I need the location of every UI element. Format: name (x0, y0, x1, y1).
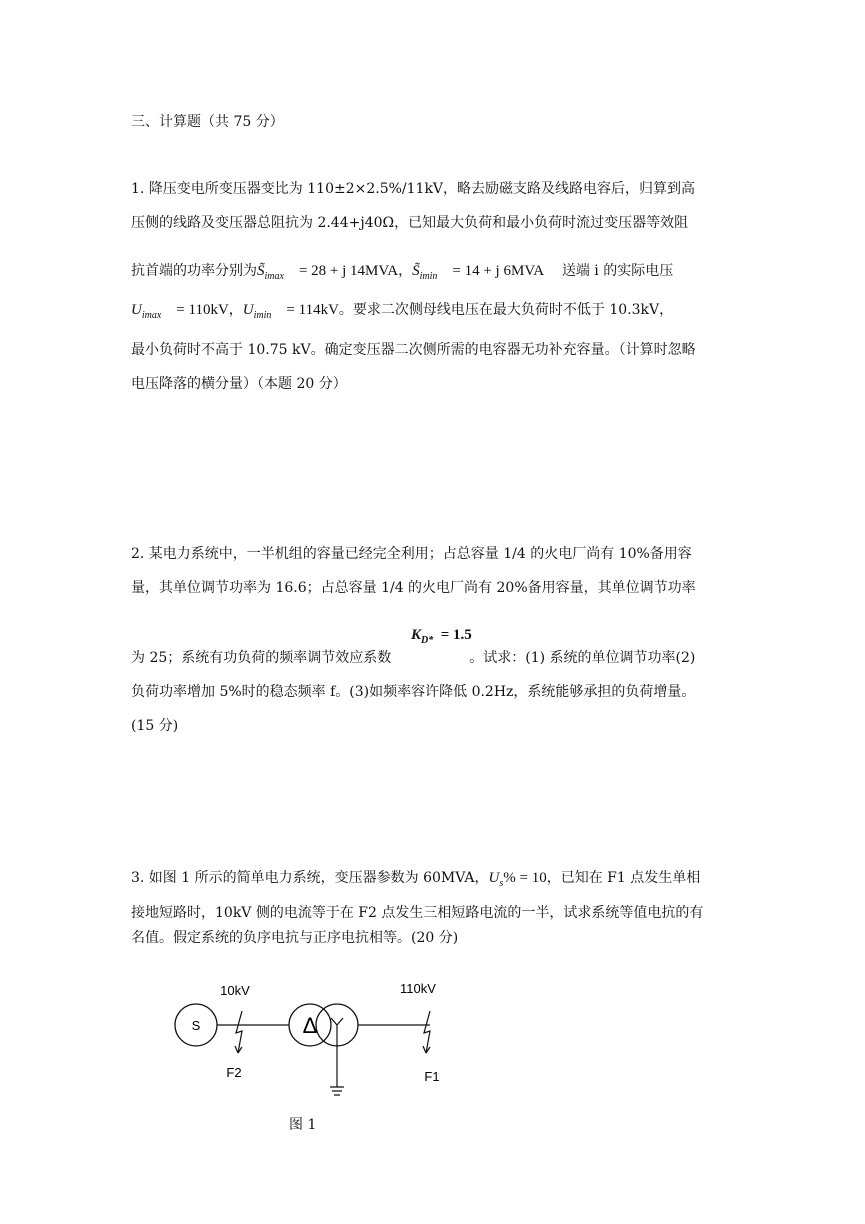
delta-winding-icon: Δ (302, 1013, 318, 1038)
kd-value: = 1.5 (440, 627, 472, 643)
fault-f1-icon (424, 1011, 430, 1053)
us-subscript: s (499, 878, 504, 889)
ground-icon (330, 1087, 344, 1095)
q2-line-5: (15 分) (131, 718, 179, 734)
q2-line-4: 负荷功率增加 5%时的稳态频率 f。(3)如频率容许降低 0.2Hz，系统能够承担的负荷增量。 (131, 684, 696, 700)
q1-line-3-prefix: 抗首端的功率分别为 (131, 263, 257, 279)
wye-winding-icon (331, 1018, 343, 1037)
u-min-value: = 114kV (286, 302, 339, 318)
q3-line-2: 接地短路时，10kV 侧的电流等于在 F2 点发生三相短路电流的一半，试求系统等值电抗的有 (131, 905, 704, 921)
s-max-symbol: S̃ (257, 263, 265, 279)
q1-comma-1: ， (398, 263, 413, 279)
us-formula (488, 870, 547, 889)
q1-line-4 (131, 300, 673, 326)
q2-line-3-prefix: 为 25；系统有功负荷的频率调节效应系数 (131, 650, 392, 666)
kd-symbol: K (411, 627, 422, 643)
fault-f1-label: F1 (424, 1069, 440, 1084)
right-voltage-label: 110kV (400, 981, 436, 996)
q1-line-6: 电压降落的横分量）（本题 20 分） (131, 376, 347, 392)
q2-line-2: 量，其单位调节功率为 16.6；占总容量 1/4 的火电厂尚有 20%备用容量，其单位调节功率 (131, 580, 696, 596)
generator-label: S (191, 1018, 201, 1033)
q1-line-3-suffix: 送端 i 的实际电压 (561, 263, 674, 279)
u-min-subscript: imin (253, 310, 272, 321)
fault-f2-icon (236, 1011, 242, 1053)
s-max-value: = 28 + j 14MVA (298, 263, 399, 279)
s-max-subscript: imax (264, 271, 284, 282)
s-max-formula (257, 263, 399, 282)
us-value: % = 10 (503, 870, 547, 886)
u-max-subscript: imax (141, 310, 162, 321)
figure-caption: 图 1 (289, 1117, 317, 1133)
q2-line-1: 2. 某电力系统中，一半机组的容量已经完全利用；占总容量 1/4 的火电厂尚有 10%备用容 (131, 546, 692, 562)
q3-line-1 (131, 868, 700, 894)
q1-line-2: 压侧的线路及变压器总阻抗为 2.44+j40Ω，已知最大负荷和最小负荷时流过变压器等效阻 (131, 215, 689, 231)
us-symbol: U (488, 870, 500, 886)
section-title: 三、计算题（共 75 分） (131, 114, 284, 130)
left-voltage-label: 10kV (220, 983, 250, 998)
q2-line-3-suffix: 。试求：(1) 系统的单位调节功率(2) (469, 650, 696, 666)
u-min-formula (242, 302, 339, 321)
q1-line-5: 最小负荷时不高于 10.75 kV。确定变压器二次侧所需的电容器无功补充容量。（计算时忽略 (131, 342, 696, 358)
fault-f2-label: F2 (226, 1065, 242, 1080)
kd-formula-inner (411, 627, 472, 646)
circuit-diagram (160, 975, 480, 1145)
s-min-formula (412, 263, 545, 282)
u-max-symbol: U (131, 302, 142, 318)
u-max-value: = 110kV (176, 302, 229, 318)
kd-subscript: D* (421, 635, 434, 646)
q1-line-3 (131, 261, 673, 287)
q1-comma-2: ， (228, 302, 243, 318)
u-min-symbol: U (242, 302, 254, 318)
q3-line-1-prefix: 3. 如图 1 所示的简单电力系统，变压器参数为 60MVA， (131, 870, 489, 886)
u-max-formula (131, 302, 229, 321)
q1-line-1: 1. 降压变电所变压器变比为 110±2×2.5%/11kV，略去励磁支路及线路电容后，归算到高 (131, 181, 696, 197)
s-min-subscript: imin (419, 271, 438, 282)
q3-line-3: 名值。假定系统的负序电抗与正序电抗相等。(20 分) (131, 930, 459, 946)
q1-line-4-suffix: 。要求二次侧母线电压在最大负荷时不低于 10.3kV， (338, 302, 674, 318)
q3-line-1-suffix: ，已知在 F1 点发生单相 (546, 870, 701, 886)
s-min-value: = 14 + j 6MVA (452, 263, 545, 279)
s-min-symbol: S̃ (412, 263, 420, 279)
q2-line-3 (131, 648, 695, 668)
